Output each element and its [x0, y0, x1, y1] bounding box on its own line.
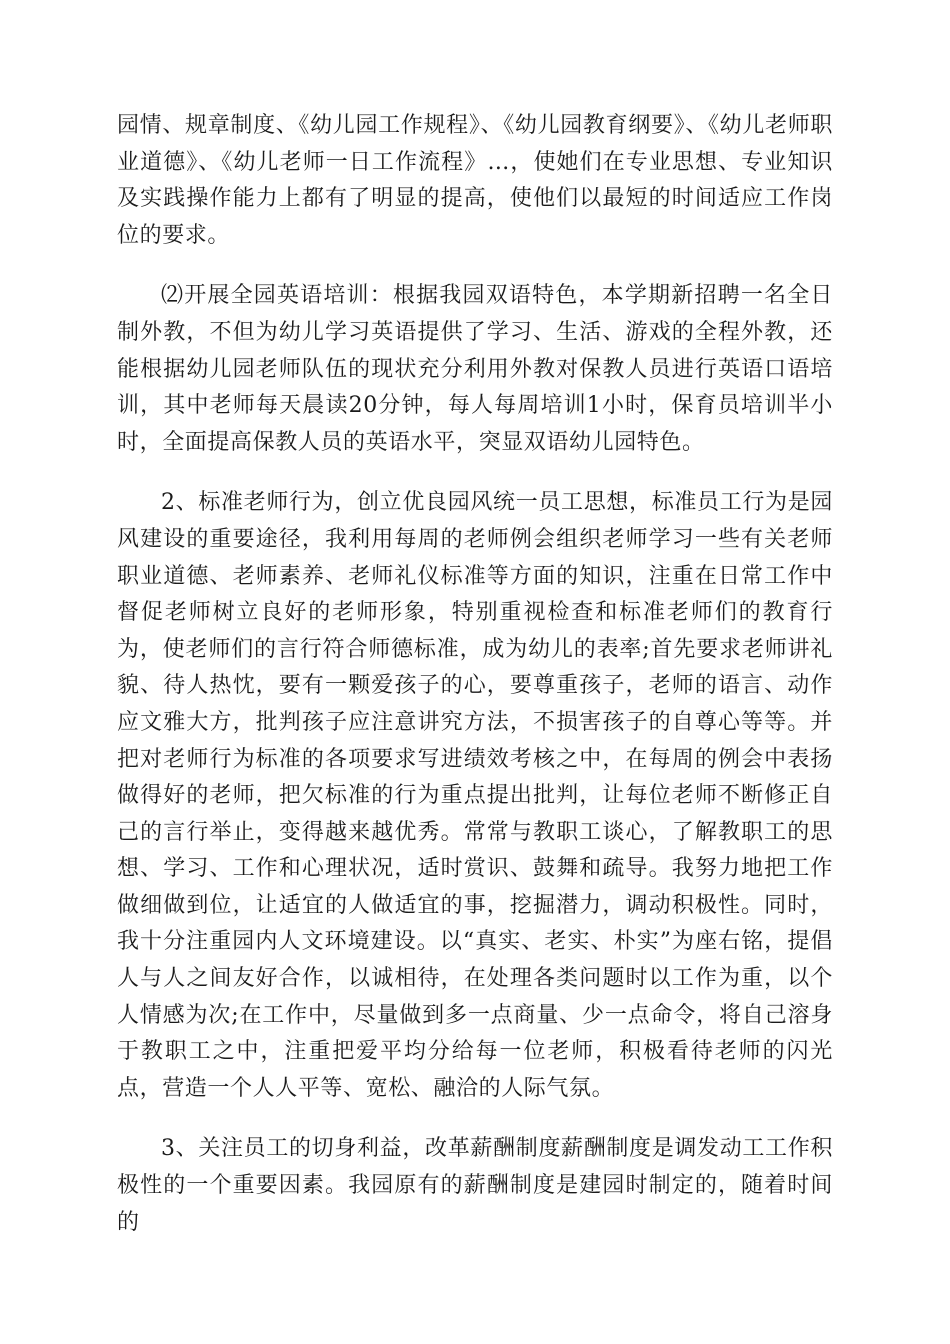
paragraph-4: 3、关注员工的切身利益，改革薪酬制度薪酬制度是调发动工工作积极性的一个重要因素。我园原有的薪酬制度是建园时制定的，随着时间的 — [117, 1136, 833, 1235]
paragraph-1: 园情、规章制度、《幼儿园工作规程》、《幼儿园教育纲要》、《幼儿老师职业道德》、《幼儿老师一日工作流程》…，使她们在专业思想、专业知识及实践操作能力上都有了明显的提高，使他们以最短的时间适应工作岗位的要求。 — [117, 113, 833, 248]
paragraph-3: 2、标准老师行为，创立优良园风统一员工思想，标准员工行为是园风建设的重要途径，我利用每周的老师例会组织老师学习一些有关老师职业道德、老师素养、老师礼仪标准等方面的知识，注重在日常工作中督促老师树立良好的老师形象，特别重视检查和标准老师们的教育行为，使老师们的言行符合师德标准，成为幼儿的表率;首先要求老师讲礼貌、待人热忱，要有一颗爱孩子的心，要尊重孩子，老师的语言、动作应文雅大方，批判孩子应注意讲究方法，不损害孩子的自尊心等等。并把对老师行为标准的各项要求写进绩效考核之中，在每周的例会中表扬做得好的老师，把欠标准的行为重点提出批判，让每位老师不断修正自己的言行举止，变得越来越优秀。常常与教职工谈心，了解教职工的思想、学习、工作和心理状况，适时赏识、鼓舞和疏导。我努力地把工作做细做到位，让适宜的人做适宜的事，挖掘潜力，调动积极性。同时，我十分注重园内人文环境建设。以“真实、老实、朴实”为座右铭，提倡人与人之间友好合作，以诚相待，在处理各类问题时以工作为重，以个人情感为次;在工作中，尽量做到多一点商量、少一点命令，将自己溶身于教职工之中，注重把爱平均分给每一位老师，积极看待老师的闪光点，营造一个人人平等、宽松、融洽的人际气氛。 — [117, 490, 833, 1101]
paragraph-2: ⑵开展全园英语培训：根据我园双语特色，本学期新招聘一名全日制外教，不但为幼儿学习英语提供了学习、生活、游戏的全程外教，还能根据幼儿园老师队伍的现状充分利用外教对保教人员进行英语口语培训，其中老师每天晨读20分钟，每人每周培训1小时，保育员培训半小时，全面提高保教人员的英语水平，突显双语幼儿园特色。 — [117, 283, 833, 455]
document-page — [117, 108, 833, 1241]
